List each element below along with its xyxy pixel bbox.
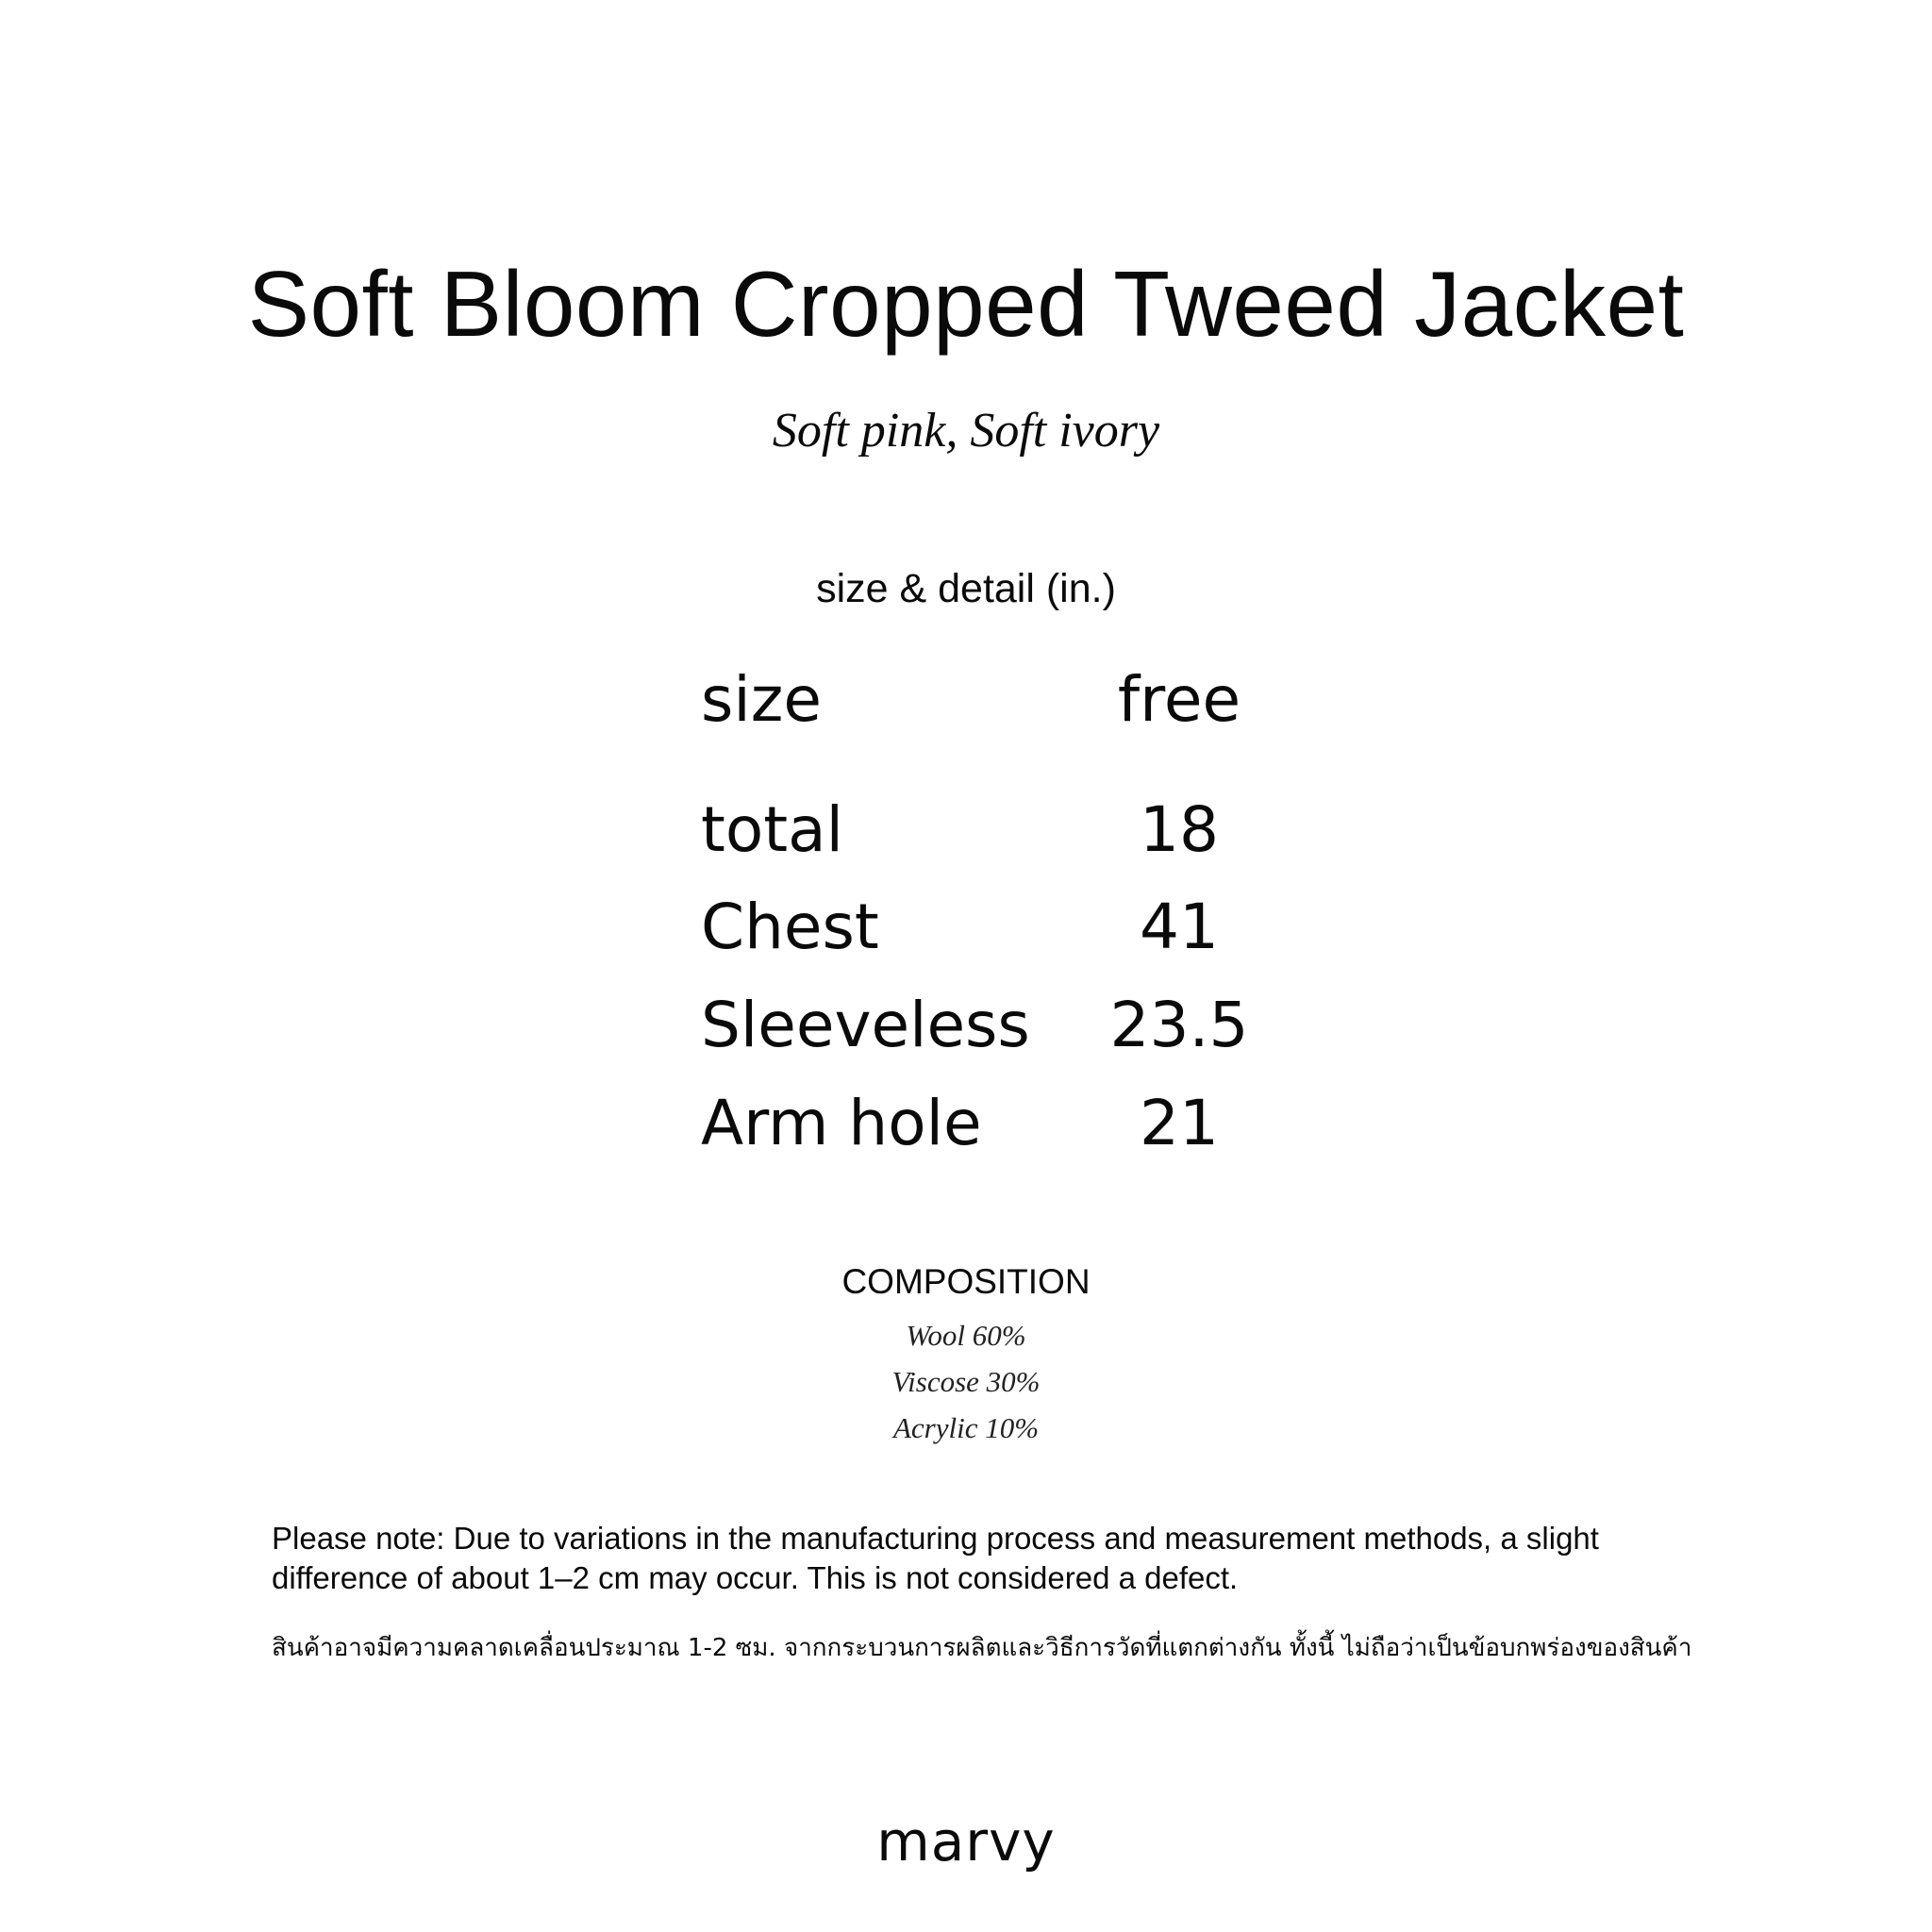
- size-row-label: Chest: [701, 891, 879, 963]
- brand-logo-text: marvy: [876, 1809, 1056, 1874]
- size-header-value: free: [1117, 663, 1241, 736]
- product-colors: Soft pink, Soft ivory: [772, 404, 1160, 458]
- composition-heading: COMPOSITION: [841, 1262, 1091, 1301]
- composition-item: Wool 60%: [906, 1319, 1026, 1352]
- size-row-label: total: [701, 793, 843, 866]
- size-row-value: 23.5: [1109, 989, 1249, 1061]
- size-row-value: 41: [1140, 891, 1219, 963]
- size-row-value: 21: [1140, 1087, 1219, 1159]
- size-row-label: Sleeveless: [701, 989, 1030, 1061]
- size-detail-heading: size & detail (in.): [816, 566, 1116, 611]
- composition-item: Acrylic 10%: [892, 1411, 1040, 1444]
- measurement-note-english: Please note: Due to variations in the manufacturing process and measurement methods, a slight difference of about 1–2 cm may occur. This is not considered a defect.: [272, 1521, 1599, 1595]
- size-header-label: size: [701, 663, 822, 736]
- size-row-label: Arm hole: [701, 1087, 982, 1159]
- size-row-value: 18: [1140, 793, 1219, 866]
- measurement-note-thai: สินค้าอาจมีความคลาดเคลื่อนประมาณ 1-2 ซม. จากกระบวนการผลิตและวิธีการวัดที่แตกต่างกัน ทั้งนี้ ไม่ถือว่าเป็นข้อบกพร่องของสินค้า: [272, 1634, 1692, 1662]
- composition-item: Viscose 30%: [891, 1365, 1041, 1398]
- product-title: Soft Bloom Cropped Tweed Jacket: [247, 252, 1685, 356]
